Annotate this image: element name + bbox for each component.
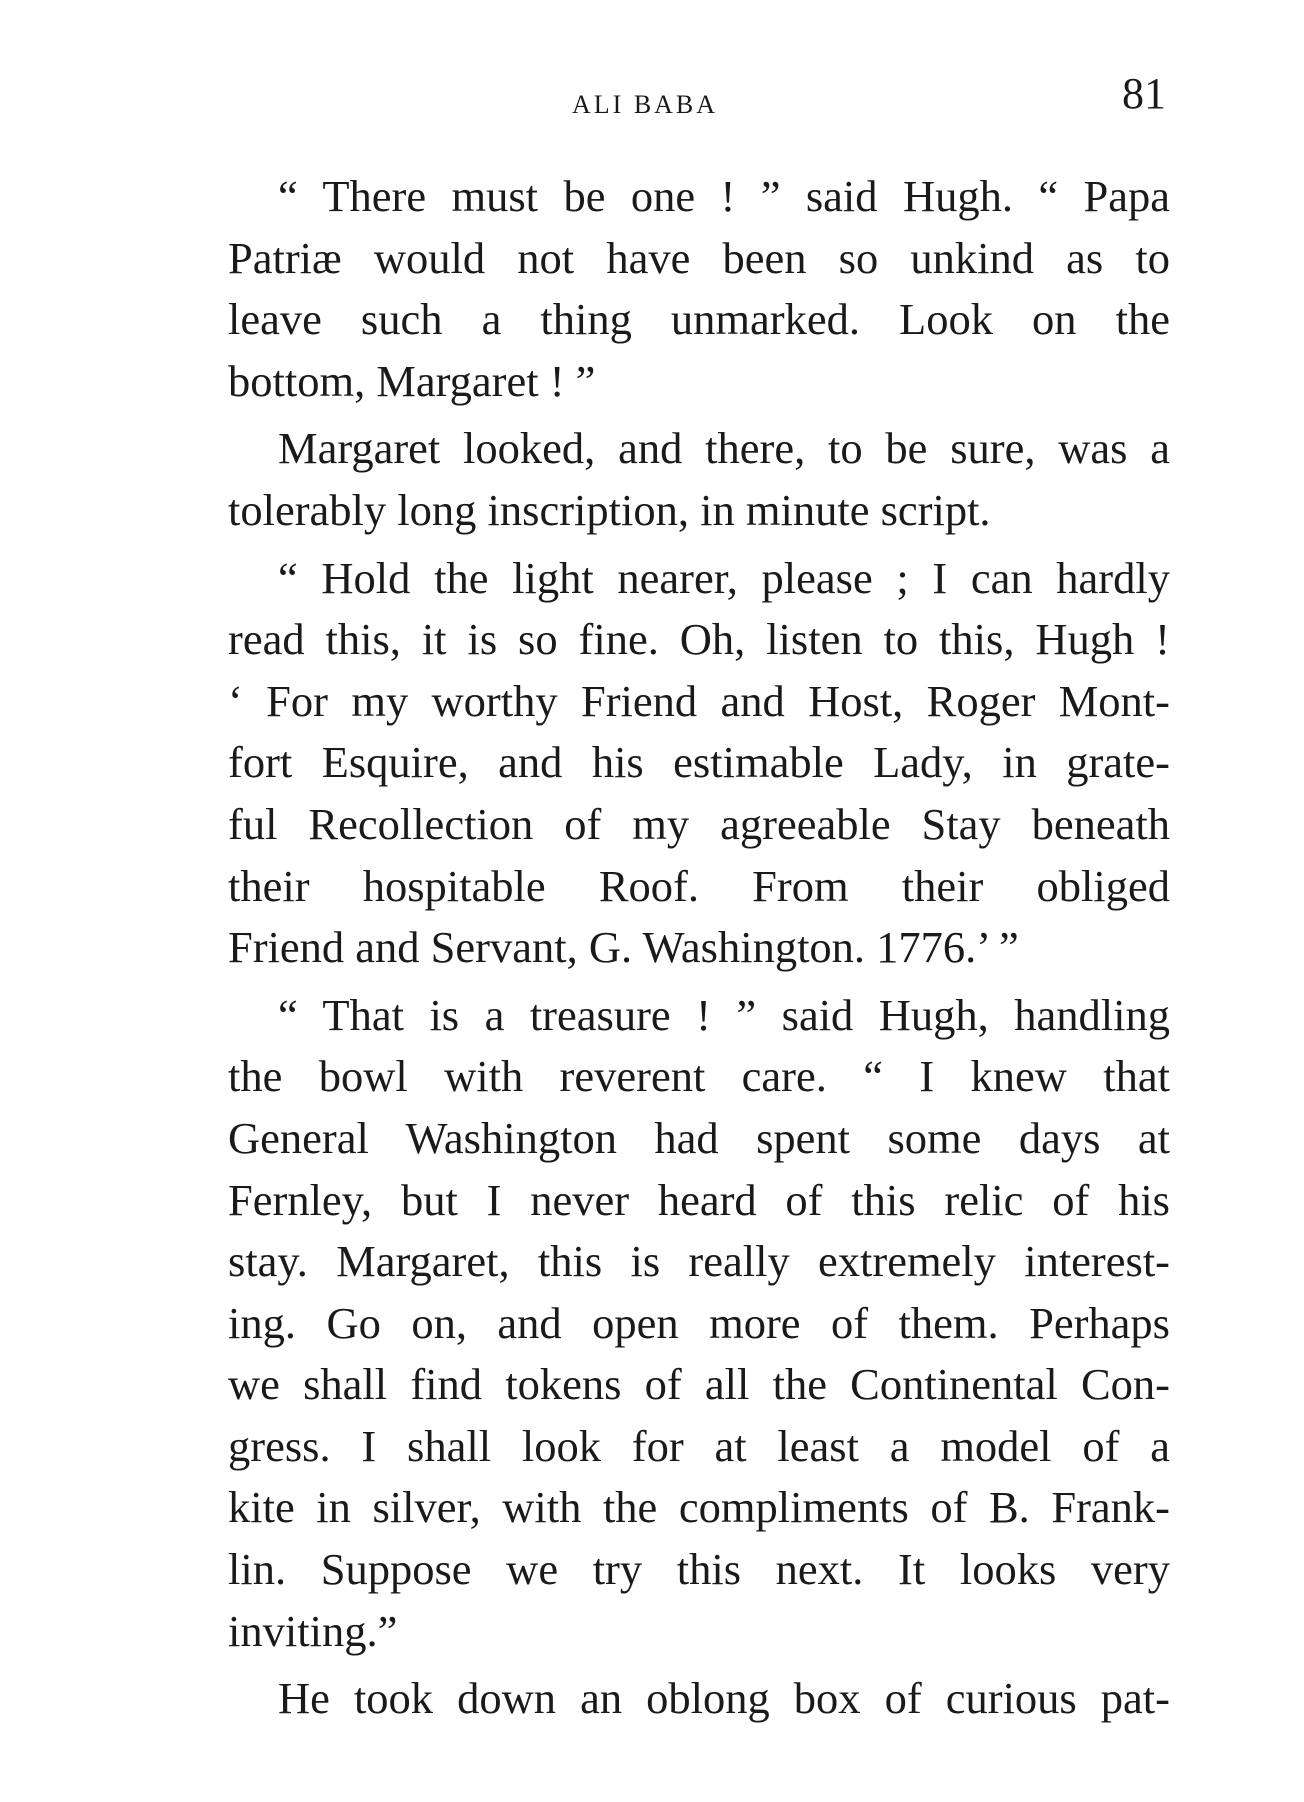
text-line: Friend and Servant, G. Washington. 1776.’ ” xyxy=(228,922,1019,973)
paragraph-4 xyxy=(178,985,1170,1663)
paragraph-2 xyxy=(178,418,1170,541)
text-line: “ Hold the light nearer, please ; I can hardly xyxy=(278,552,1170,603)
body-text xyxy=(178,166,1170,1730)
paragraph-1 xyxy=(178,166,1170,412)
text-line: Fernley, but I never heard of this relic of his xyxy=(228,1174,1170,1225)
text-line: stay. Margaret, this is really extremely interest- xyxy=(228,1236,1170,1287)
text-line: read this, it is so fine. Oh, listen to this, Hugh ! xyxy=(228,614,1170,665)
text-line: the bowl with reverent care. “ I knew that xyxy=(228,1051,1170,1102)
running-title: ALI BABA xyxy=(572,90,719,119)
text-line: fort Esquire, and his estimable Lady, in grate- xyxy=(228,737,1170,788)
running-head xyxy=(0,68,1304,128)
text-line: leave such a thing unmarked. Look on the xyxy=(228,294,1170,345)
paragraph-3 xyxy=(178,548,1170,979)
text-line: ‘ For my worthy Friend and Host, Roger Mont- xyxy=(228,675,1170,726)
text-line: bottom, Margaret ! ” xyxy=(228,355,596,406)
text-line: General Washington had spent some days at xyxy=(228,1112,1170,1163)
text-line: inviting.” xyxy=(228,1605,398,1656)
text-line: their hospitable Roof. From their obliged xyxy=(228,860,1170,911)
text-line: “ There must be one ! ” said Hugh. “ Papa xyxy=(278,171,1170,221)
text-line: gress. I shall look for at least a model of a xyxy=(228,1420,1170,1471)
paragraph-5 xyxy=(178,1668,1170,1730)
text-line: Margaret looked, and there, to be sure, was a xyxy=(278,423,1170,474)
text-line: He took down an oblong box of curious pat- xyxy=(278,1673,1170,1724)
page-number: 81 xyxy=(1122,69,1166,118)
text-line: ful Recollection of my agreeable Stay beneath xyxy=(228,798,1170,849)
text-line: ing. Go on, and open more of them. Perhaps xyxy=(228,1297,1170,1348)
text-line: tolerably long inscription, in minute script. xyxy=(228,484,991,535)
text-line: lin. Suppose we try this next. It looks very xyxy=(228,1544,1170,1595)
text-line: Patriæ would not have been so unkind as to xyxy=(228,232,1170,283)
text-line: we shall find tokens of all the Continental Con- xyxy=(228,1359,1170,1410)
text-line: kite in silver, with the compliments of B. Frank- xyxy=(228,1482,1170,1533)
text-line: “ That is a treasure ! ” said Hugh, handling xyxy=(278,989,1170,1040)
